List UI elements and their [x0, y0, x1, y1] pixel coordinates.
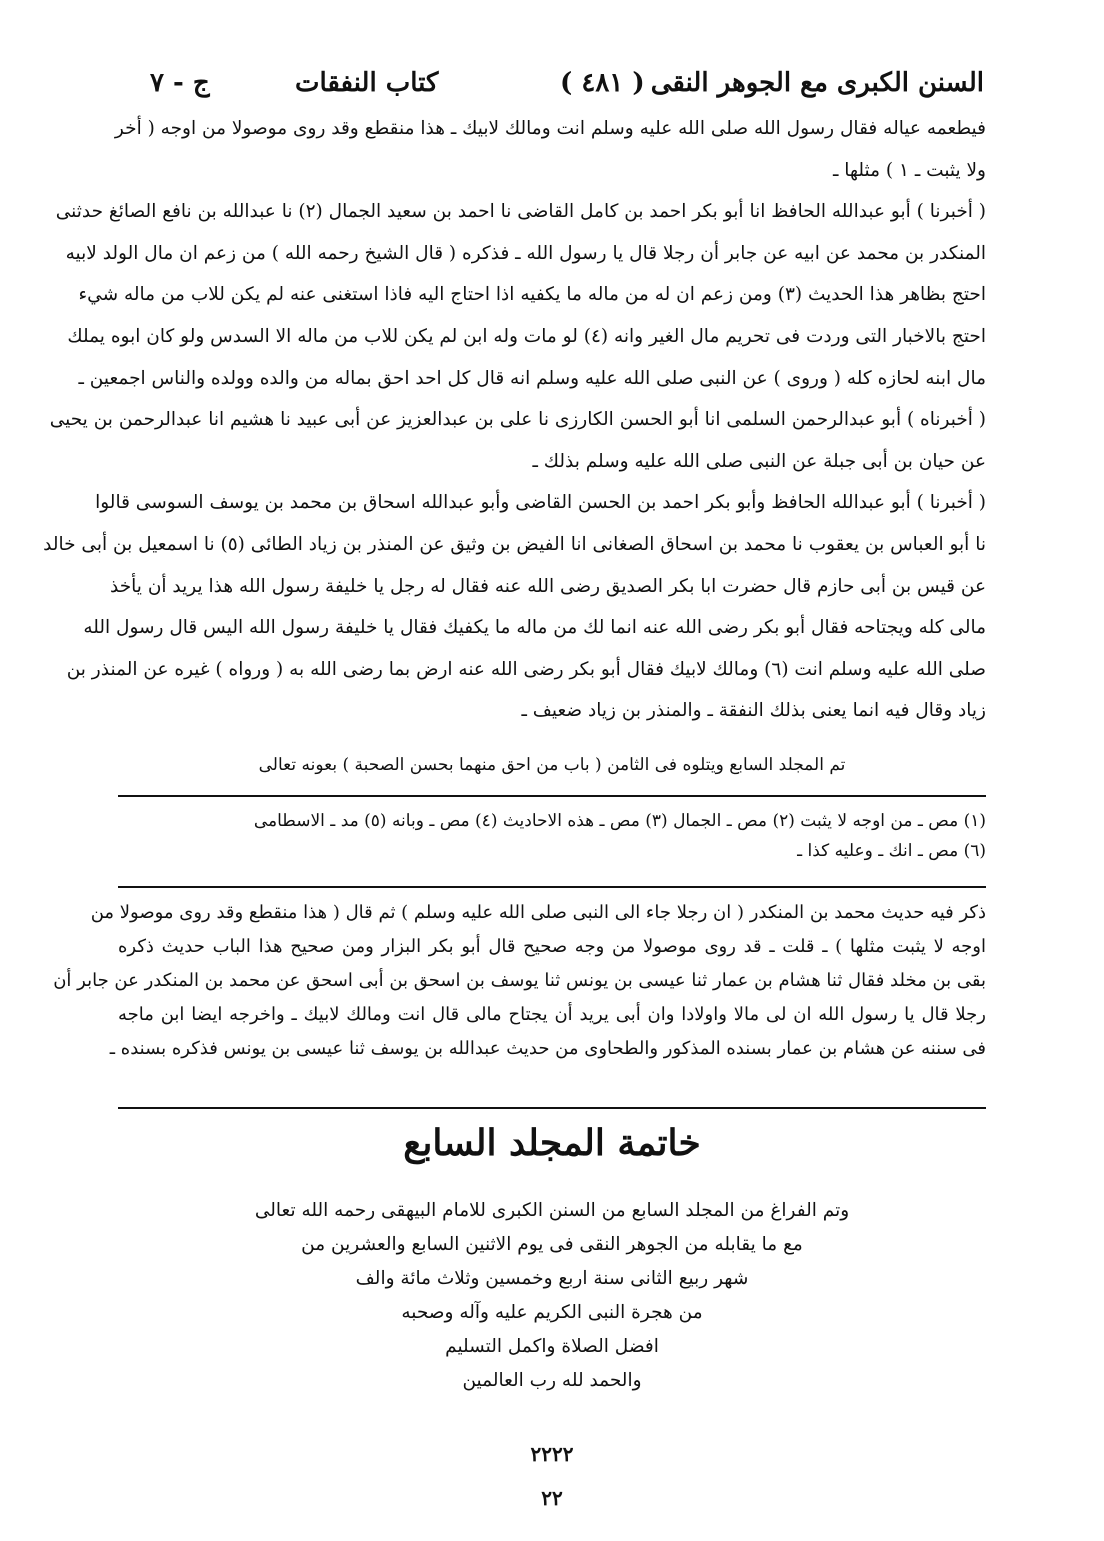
footnotes — [118, 806, 986, 866]
footnote-divider — [118, 795, 986, 797]
main-line: فيطعمه عياله فقال رسول الله صلى الله عليه وسلم انت ومالك لابيك ـ هذا منقطع وقد روى موصولا من اوجه ( أخر — [114, 118, 986, 139]
colophon-line: من هجرة النبى الكريم عليه وآله وصحبه — [401, 1302, 703, 1323]
colophon-line: مع ما يقابله من الجوهر النقى فى يوم الاثنين السابع والعشرين من — [301, 1234, 803, 1255]
main-line: مال ابنه لحازه كله ( وروى ) عن النبى صلى الله عليه وسلم انه قال كل احد احق بماله من والده وولده والناس اجمعين ـ — [78, 367, 986, 389]
main-line: احتج بالاخبار التى وردت فى تحريم مال الغير وانه (٤) لو مات وله ابن لم يكن للاب من ماله الا السدس ولو كان ابوه يملك — [67, 325, 986, 347]
main-line: نا أبو العباس بن يعقوب نا محمد بن اسحاق الصغانى انا الفيض بن وثيق عن المنذر بن زياد الطائى (٥) نا اسمعيل بن أبى خالد — [43, 533, 986, 555]
jawhar-commentary — [53, 896, 986, 1066]
page-header — [120, 62, 984, 112]
main-line: صلى الله عليه وسلم انت (٦) ومالك لابيك فقال أبو بكر رضى الله عنه ارض بما رضى الله به ( ورواه ) غيره عن المنذر بن — [66, 658, 986, 680]
footnote-line: (٦) مص ـ انك ـ وعليه كذا ـ — [797, 841, 986, 861]
main-line: عن قيس بن أبى حازم قال حضرت ابا بكر الصديق رضى الله عنه فقال له رجل يا خليفة رسول الله هذا يريد أن يأخذ — [110, 575, 986, 597]
colophon-line: شهر ربيع الثانى سنة اربع وخمسين وثلاث مائة والف — [355, 1268, 749, 1289]
commentary-line: بقى بن مخلد فقال ثنا هشام بن عمار ثنا عيسى بن يونس ثنا يوسف بن اسحق بن أبى اسحق عن محمد بن المنكدر عن جابر أن — [53, 970, 986, 991]
commentary-line: رجلا قال يا رسول الله ان لى مالا واولادا وان أبى يريد أن يجتاح مالى قال انت ومالك لابيك ـ واخرجه ايضا ابن ماجه — [118, 1004, 986, 1025]
volume-number: ج - ٧ — [150, 68, 210, 98]
commentary-line: اوجه لا يثبت مثلها ) ـ قلت ـ قد روى موصولا من وجه صحيح قال أبو بكر البزار ومن صحيح هذا الباب حديث ذكره — [118, 936, 986, 957]
running-title: السنن الكبرى مع الجوهر النقى — [650, 68, 984, 98]
main-line: زياد وقال فيه انما يعنى بذلك النفقة ـ والمنذر بن زياد ضعيف ـ — [521, 700, 986, 722]
colophon-line: افضل الصلاة واكمل التسليم — [445, 1336, 659, 1357]
volume-end-note — [118, 752, 986, 779]
closing-title: خاتمة المجلد السابع — [403, 1122, 701, 1164]
closing-divider — [118, 1107, 986, 1109]
colophon-line: والحمد لله رب العالمين — [462, 1370, 642, 1391]
main-line: احتج بظاهر هذا الحديث (٣) ومن زعم ان له من ماله ما يكفيه اذا احتاج اليه فاذا استغنى عنه لم يكن للاب من ماله شيء — [78, 284, 986, 306]
main-line: ( أخبرنا ) أبو عبدالله الحافظ وأبو بكر احمد بن الحسن القاضى وأبو عبدالله اسحاق بن محمد بن يوسف السوسى قالوا — [95, 492, 986, 514]
commentary-line: ذكر فيه حديث محمد بن المنكدر ( ان رجلا جاء الى النبى صلى الله عليه وسلم ) ثم قال ( هذا منقطع وقد روى موصولا من — [90, 902, 986, 923]
main-line: مالى كله ويجتاحه فقال أبو بكر رضى الله عنه انما لك من ماله ما يكفيك فقال يا خليفة رسول الله اليس قال رسول الله — [83, 617, 986, 639]
main-line: ( أخبرناه ) أبو عبدالرحمن السلمى انا أبو الحسن الكارزى نا على بن عبدالعزيز عن أبى عبيد نا هشيم انا عبدالرحمن بن يحيى — [49, 409, 986, 431]
main-line: ولا يثبت ـ ١ ) مثلها ـ — [832, 159, 986, 181]
main-line: ( أخبرنا ) أبو عبدالله الحافظ انا أبو بكر احمد بن كامل القاضى نا احمد بن سعيد الجمال (٢) نا عبدالله بن نافع الصائغ حدثنى — [55, 201, 986, 223]
main-line: عن حيان بن أبى جبلة عن النبى صلى الله عليه وسلم بذلك ـ — [532, 450, 986, 472]
footnote-line: (١) مص ـ من اوجه لا يثبت (٢) مص ـ الجمال (٣) مص ـ هذه الاحاديث (٤) مص ـ وبانه (٥) مد ـ الاسطامى — [253, 811, 986, 831]
main-line: المنكدر بن محمد عن ابيه عن جابر أن رجلا قال يا رسول الله ـ فذكره ( قال الشيخ رحمه الله ) من زعم ان مال الولد لابيه — [65, 242, 986, 264]
page-number: ( ٤٨١ ) — [560, 68, 645, 98]
colophon — [0, 1194, 1104, 1398]
end-note-text: تم المجلد السابع ويتلوه فى الثامن ( باب من احق منهما بحسن الصحبة ) بعونه تعالى — [258, 755, 846, 775]
colophon-line: وتم الفراغ من المجلد السابع من السنن الكبرى للامام البيهقى رحمه الله تعالى — [254, 1200, 850, 1221]
bottom-mark: ٢٢ — [541, 1486, 563, 1510]
book-title: كتاب النفقات — [295, 68, 439, 98]
commentary-line: فى سننه عن هشام بن عمار بسنده المذكور والطحاوى من حديث عبدالله بن يوسف ثنا عيسى بن يونس فذكره بسنده ـ — [109, 1038, 986, 1059]
ornament-mark: ٢٢٢٢ — [530, 1442, 574, 1466]
jawhar-divider — [118, 886, 986, 888]
main-text — [43, 108, 986, 732]
